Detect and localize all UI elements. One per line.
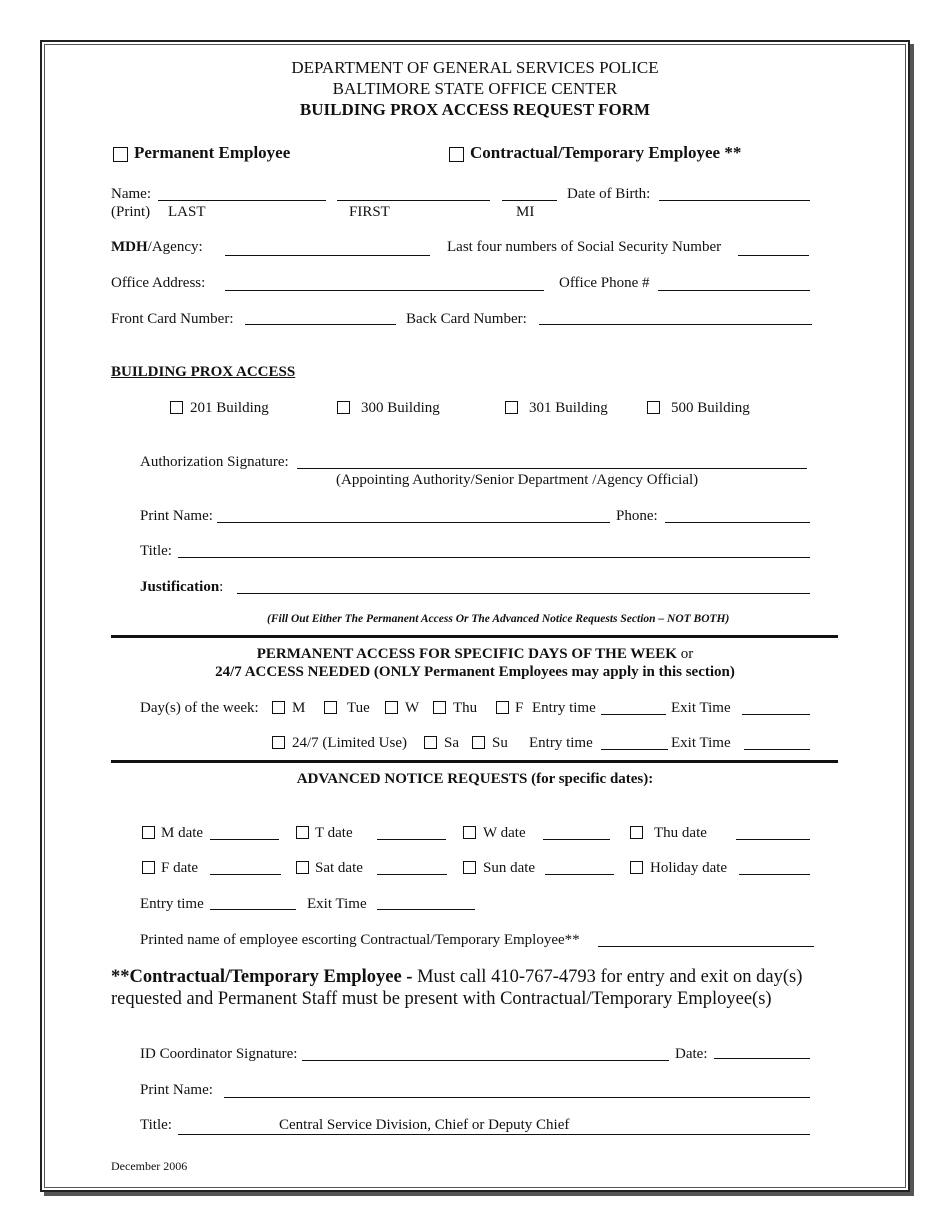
header-department: DEPARTMENT OF GENERAL SERVICES POLICE <box>291 58 659 77</box>
coordinator-date-label: Date: <box>675 1046 708 1062</box>
day-f-checkbox[interactable] <box>496 701 509 714</box>
day-thu-label: Thu <box>453 700 478 716</box>
dob-field[interactable] <box>659 200 810 201</box>
middle-initial-field[interactable] <box>502 200 557 201</box>
escort-name-label: Printed name of employee escorting Contractual/Temporary Employee** <box>140 932 580 948</box>
coordinator-signature-label: ID Coordinator Signature: <box>140 1046 298 1062</box>
name-label: Name: <box>111 186 151 202</box>
office-phone-label: Office Phone # <box>559 275 650 291</box>
perm-exit-time-field[interactable] <box>742 714 810 715</box>
adv-sun-checkbox[interactable] <box>463 861 476 874</box>
day-m-label: M <box>292 700 306 716</box>
agency-field[interactable] <box>225 255 430 256</box>
permanent-employee-checkbox[interactable] <box>113 147 128 162</box>
perm-exit-time-label: Exit Time <box>671 700 731 716</box>
authorization-signature-field[interactable] <box>297 468 807 469</box>
day-tue-checkbox[interactable] <box>324 701 337 714</box>
contractual-note-line1: **Contractual/Temporary Employee - Must call 410-767-4793 for entry and exit on day(s) <box>111 967 803 987</box>
adv-t-checkbox[interactable] <box>296 826 309 839</box>
office-address-label: Office Address: <box>111 275 206 291</box>
adv-entry-time-field[interactable] <box>210 909 296 910</box>
last-name-field[interactable] <box>158 200 326 201</box>
adv-holiday-checkbox[interactable] <box>630 861 643 874</box>
dob-label: Date of Birth: <box>567 186 651 202</box>
auth-phone-label: Phone: <box>616 508 658 524</box>
adv-exit-time-label: Exit Time <box>307 896 367 912</box>
adv-t-label: T date <box>315 825 353 841</box>
weekend-entry-time-label: Entry time <box>529 735 593 751</box>
building-500-label: 500 Building <box>671 400 750 416</box>
justification-field[interactable] <box>237 593 810 594</box>
adv-w-checkbox[interactable] <box>463 826 476 839</box>
coordinator-print-name-label: Print Name: <box>140 1082 213 1098</box>
permanent-access-subheading: 24/7 ACCESS NEEDED (ONLY Permanent Employees may apply in this section) <box>215 664 735 680</box>
section-divider-top <box>111 635 838 638</box>
day-f-label: F <box>515 700 524 716</box>
day-tue-label: Tue <box>347 700 370 716</box>
coordinator-signature-field[interactable] <box>302 1060 669 1061</box>
perm-entry-time-label: Entry time <box>532 700 596 716</box>
building-access-heading: BUILDING PROX ACCESS <box>111 364 296 380</box>
permanent-employee-label: Permanent Employee <box>134 143 291 162</box>
front-card-field[interactable] <box>245 324 396 325</box>
back-card-field[interactable] <box>539 324 812 325</box>
weekend-exit-time-field[interactable] <box>744 749 810 750</box>
adv-sun-date-field[interactable] <box>545 874 614 875</box>
adv-sat-checkbox[interactable] <box>296 861 309 874</box>
adv-f-label: F date <box>161 860 199 876</box>
authorization-signature-note: (Appointing Authority/Senior Department /Agency Official) <box>336 472 699 488</box>
day-thu-checkbox[interactable] <box>433 701 446 714</box>
mi-caption: MI <box>516 204 535 220</box>
ssn-field[interactable] <box>738 255 809 256</box>
adv-w-date-field[interactable] <box>543 839 610 840</box>
adv-f-date-field[interactable] <box>210 874 281 875</box>
day-w-label: W <box>405 700 420 716</box>
weekend-entry-time-field[interactable] <box>601 749 668 750</box>
first-caption: FIRST <box>349 204 390 220</box>
coordinator-date-field[interactable] <box>714 1058 810 1059</box>
office-phone-field[interactable] <box>658 290 810 291</box>
day-sa-label: Sa <box>444 735 459 751</box>
section-divider-bottom <box>111 760 838 763</box>
day-su-checkbox[interactable] <box>472 736 485 749</box>
office-address-field[interactable] <box>225 290 544 291</box>
contractual-employee-checkbox[interactable] <box>449 147 464 162</box>
auth-phone-field[interactable] <box>665 522 810 523</box>
print-label: (Print) <box>111 204 151 220</box>
limited-247-label: 24/7 (Limited Use) <box>292 735 407 751</box>
building-301-label: 301 Building <box>529 400 608 416</box>
auth-title-label: Title: <box>140 543 172 559</box>
coordinator-title-field[interactable] <box>178 1134 810 1135</box>
coordinator-title-label: Title: <box>140 1117 172 1133</box>
adv-thu-label: Thu date <box>654 825 707 841</box>
permanent-access-heading: PERMANENT ACCESS FOR SPECIFIC DAYS OF THE WEEK or <box>256 646 694 662</box>
days-of-week-label: Day(s) of the week: <box>140 700 259 716</box>
adv-w-label: W date <box>483 825 526 841</box>
form-revision-date: December 2006 <box>111 1159 188 1173</box>
last-caption: LAST <box>168 204 206 220</box>
day-su-label: Su <box>492 735 508 751</box>
auth-title-field[interactable] <box>178 557 810 558</box>
advanced-notice-heading: ADVANCED NOTICE REQUESTS (for specific dates): <box>296 771 654 787</box>
adv-thu-date-field[interactable] <box>736 839 810 840</box>
escort-name-field[interactable] <box>598 946 814 947</box>
adv-m-label: M date <box>161 825 204 841</box>
perm-entry-time-field[interactable] <box>601 714 666 715</box>
adv-sat-label: Sat date <box>315 860 363 876</box>
ssn-label: Last four numbers of Social Security Number <box>447 239 722 255</box>
adv-m-checkbox[interactable] <box>142 826 155 839</box>
instruction-note: (Fill Out Either The Permanent Access Or The Advanced Notice Requests Section – NOT BOTH) <box>267 613 730 625</box>
adv-exit-time-field[interactable] <box>377 909 475 910</box>
contractual-employee-label: Contractual/Temporary Employee ** <box>470 143 742 162</box>
adv-t-date-field[interactable] <box>377 839 446 840</box>
contractual-note-line2: requested and Permanent Staff must be present with Contractual/Temporary Employee(s) <box>111 989 772 1009</box>
adv-holiday-date-field[interactable] <box>739 874 810 875</box>
adv-entry-time-label: Entry time <box>140 896 204 912</box>
adv-holiday-label: Holiday date <box>650 860 728 876</box>
building-500-checkbox[interactable] <box>647 401 660 414</box>
adv-sat-date-field[interactable] <box>377 874 447 875</box>
day-m-checkbox[interactable] <box>272 701 285 714</box>
adv-m-date-field[interactable] <box>210 839 279 840</box>
back-card-label: Back Card Number: <box>406 311 527 327</box>
auth-print-name-label: Print Name: <box>140 508 213 524</box>
coordinator-print-name-field[interactable] <box>224 1097 810 1098</box>
weekend-exit-time-label: Exit Time <box>671 735 731 751</box>
agency-label: MDH/Agency: <box>111 239 203 255</box>
justification-label: Justification: <box>140 579 224 595</box>
limited-247-checkbox[interactable] <box>272 736 285 749</box>
day-sa-checkbox[interactable] <box>424 736 437 749</box>
adv-sun-label: Sun date <box>483 860 536 876</box>
building-300-checkbox[interactable] <box>337 401 350 414</box>
building-201-label: 201 Building <box>190 400 269 416</box>
first-name-field[interactable] <box>337 200 490 201</box>
building-201-checkbox[interactable] <box>170 401 183 414</box>
header-location: BALTIMORE STATE OFFICE CENTER <box>332 79 618 98</box>
building-300-label: 300 Building <box>361 400 440 416</box>
form-title: BUILDING PROX ACCESS REQUEST FORM <box>299 100 651 119</box>
authorization-signature-label: Authorization Signature: <box>140 454 289 470</box>
adv-f-checkbox[interactable] <box>142 861 155 874</box>
day-w-checkbox[interactable] <box>385 701 398 714</box>
adv-thu-checkbox[interactable] <box>630 826 643 839</box>
front-card-label: Front Card Number: <box>111 311 234 327</box>
auth-print-name-field[interactable] <box>217 522 610 523</box>
building-301-checkbox[interactable] <box>505 401 518 414</box>
coordinator-title-value: Central Service Division, Chief or Deputy Chief <box>279 1117 570 1133</box>
